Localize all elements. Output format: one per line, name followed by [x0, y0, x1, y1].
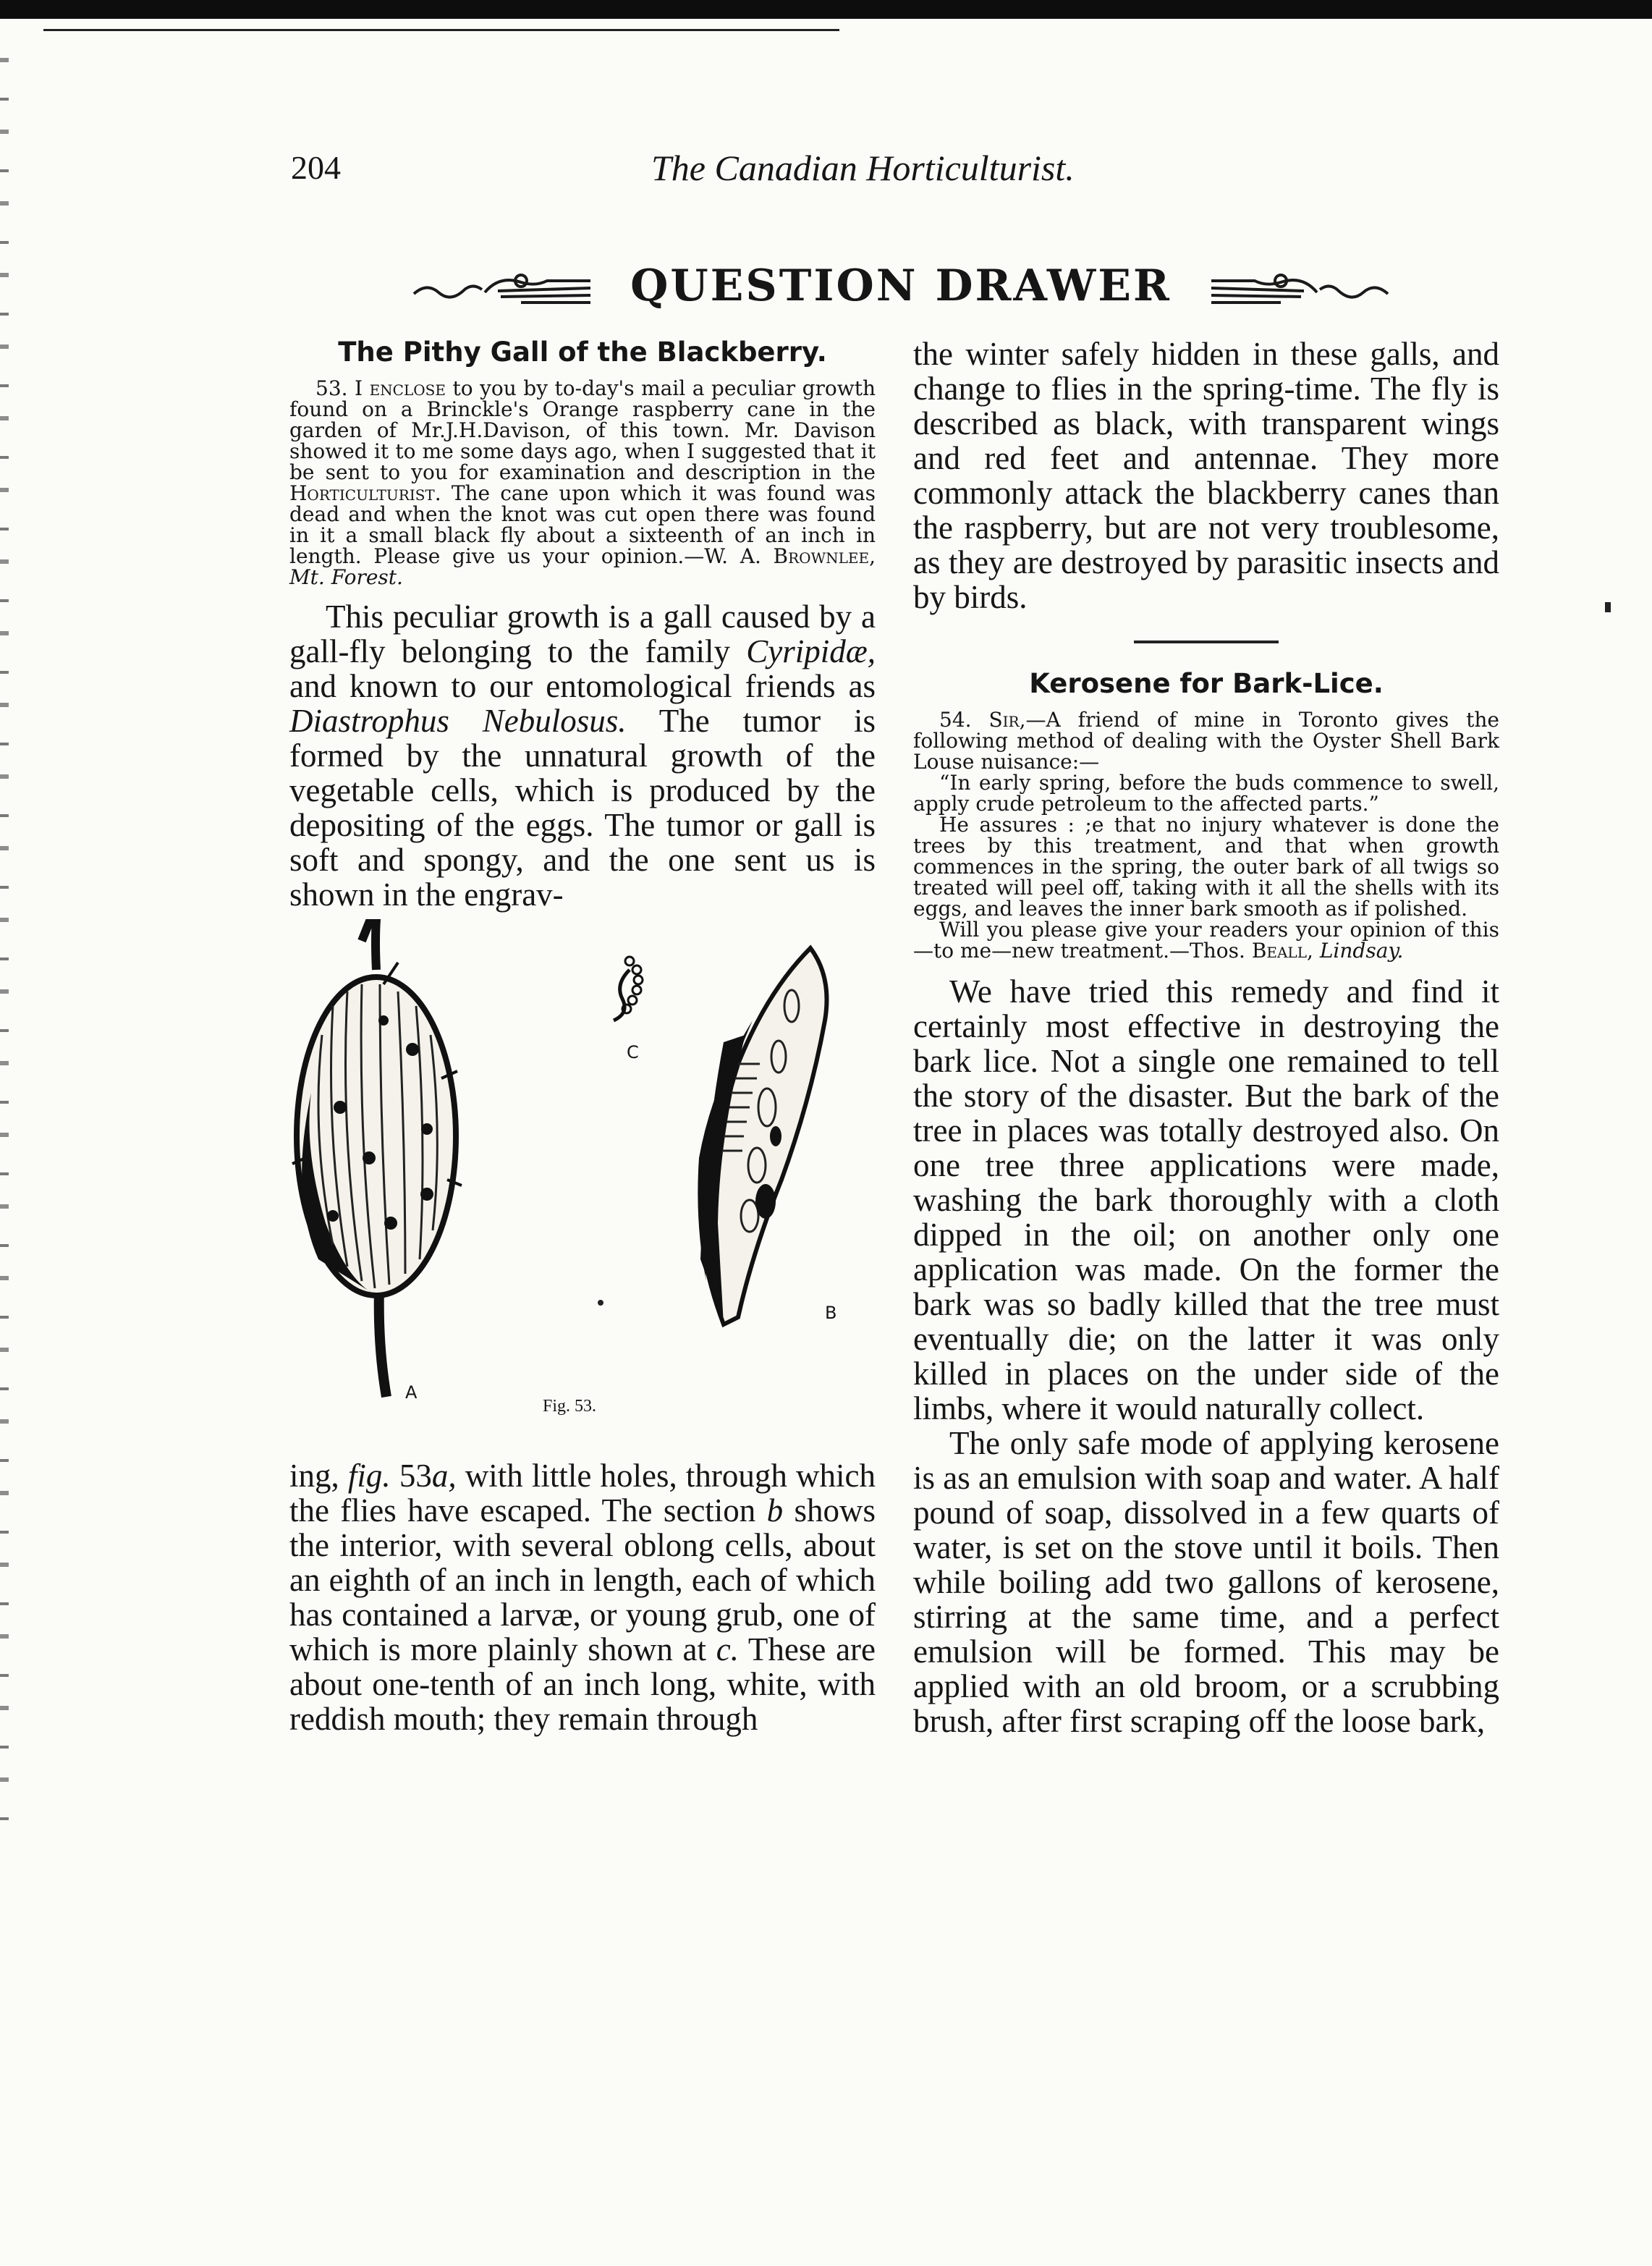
figure-label-a: A [405, 1382, 418, 1403]
q53-answer-continued: the winter safely hidden in these galls, and change to flies in the spring-time. The fly is described as black, with transparent wings and red feet and antennae. They more commonly attack the blackberry canes than the raspberry, but are not very troublesome, as they are destroyed by parasitic insects and by birds. [913, 336, 1499, 615]
figure-label-b: B [825, 1303, 837, 1323]
q54-intro: —A friend of mine in Toronto gives the following method of dealing with the Oyster Shell Bark Louse nuisance:— [913, 708, 1500, 774]
margin-speck [1605, 602, 1611, 612]
figure-label-c: C [627, 1042, 639, 1062]
top-thin-rule [43, 29, 839, 31]
left-column [289, 337, 876, 1736]
q53-p2-fignum: 53 [399, 1458, 432, 1494]
gall-engraving [289, 919, 876, 1429]
q53-letter [289, 378, 876, 588]
q53-answer-paragraph-1 [289, 599, 876, 912]
q53-letter-body: to you by to-day's mail a peculiar growth found on a Brinckle's Orange raspberry cane in the garden of Mr.J.H.Davison, of this town. Mr. Davison showed it to me some days ago, when I suggested that it be sent to you for examination and description in the [289, 376, 876, 484]
q54-letter-intro [913, 709, 1499, 772]
q53-location: Mt. Forest. [289, 565, 403, 589]
larva-c-illustration [614, 957, 643, 1020]
page-edge-scan-marks [0, 29, 9, 1838]
q53-answer-text-a: This peculiar growth is a gall caused by a gall-fly belonging to the family [289, 599, 876, 669]
q53-p2-fig: fig. [347, 1458, 391, 1494]
journal-title: The Canadian Horticulturist. [651, 148, 1075, 188]
question-drawer-title: QUESTION DRAWER [630, 261, 1172, 311]
q54-location: Lindsay. [1319, 939, 1404, 963]
section-b-illustration [698, 948, 826, 1324]
q53-letter-magazine: Horticulturist. [289, 481, 441, 505]
figure-caption: Fig. 53. [543, 1397, 597, 1416]
page-number: 204 [291, 149, 341, 186]
top-border-rule [0, 0, 1652, 19]
q54-heading: Kerosene for Bark-Lice. [1029, 668, 1384, 699]
q54-number: 54. [939, 708, 972, 732]
q54-assures: He assures : ;e that no injury whatever is done the trees by this treatment, and that when growth commences in the spring, the outer bark of all twigs so treated will peel off, taking with it all the shells with its eggs, and leaves the inner bark smooth as if polished. [913, 813, 1499, 921]
q53-answer-family: Cyripidæ, [746, 633, 876, 669]
q54-salutation: Sir, [988, 708, 1026, 732]
q53-p2-letter-a: a, [431, 1458, 457, 1494]
q53-signature: Brownlee, [773, 544, 876, 568]
q53-p2-text-e: These are about one-tenth of an inch long, white, with reddish mouth; they remain through [289, 1631, 876, 1737]
q53-p2-text-d: shows the interior, with several oblong cells, about an eighth of an inch in length, each of which has contained a larvæ, or young grub, one of which is more plainly shown at [289, 1492, 876, 1667]
figure-53 [289, 919, 876, 1429]
q53-p2-letter-b: b [766, 1492, 784, 1529]
q53-enclose: I enclose [355, 376, 446, 400]
right-flourish-ornament [1208, 272, 1389, 308]
q54-answer-paragraph-1: We have tried this remedy and find it certainly most effective in destroying the bark lice. Not a single one remained to tell the story of the disaster. But the bark of the tree in places was totally destroyed also. On one tree three applications were made, washing the bark thoroughly with a cloth dipped in the oil; on another only one application was made. On the former the bark was so badly killed that the tree must eventually die; on the latter it was only killed in places on the under side of the limbs, where it would naturally collect. [913, 973, 1499, 1426]
q53-answer-paragraph-2 [289, 1458, 876, 1736]
q54-signature: Beall, [1251, 939, 1313, 963]
q53-letter-body-2: The cane upon which it was found was dead and when the knot was cut open there was found in it a small black fly about a sixteenth of an inch in length. Please give us your opinion.—W. A. [289, 481, 876, 568]
section-divider [1134, 641, 1279, 643]
right-column [913, 337, 1499, 1738]
q53-p2-letter-c: c. [716, 1631, 739, 1667]
q53-number: 53. [315, 376, 348, 400]
q53-answer-text-c: The tumor is formed by the unnatural growth of the vegetable cells, which is produced by the depositing of the eggs. The tumor or gall is soft and spongy, and the one sent us is shown in the engrav- [289, 703, 876, 913]
q54-answer-paragraph-2: The only safe mode of applying kerosene is as an emulsion with soap and water. A half pound of soap, dissolved in a few quarts of water, is set on the stove until it boils. Then while boiling add two gallons of kerosene, stirring at the same time, and a perfect emulsion will be formed. This may be applied with an old broom, or a scrubbing brush, after first scraping off the loose bark, [913, 1425, 1499, 1739]
q54-closing [913, 919, 1499, 961]
q53-p2-text-c: with little holes, through which the flies have escaped. The section [289, 1458, 876, 1529]
q53-answer-species: Diastrophus Nebulosus. [289, 703, 627, 739]
q53-p2-text-a: ing, [289, 1458, 339, 1494]
gall-a-illustration [292, 919, 462, 1397]
section-masthead [412, 261, 1389, 318]
q54-closing-text: Will you please give your readers your opinion of this—to me—new treatment.—Thos. [913, 918, 1499, 963]
q53-heading: The Pithy Gall of the Blackberry. [338, 337, 827, 368]
left-flourish-ornament [412, 272, 593, 308]
q54-quote: “In early spring, before the buds commence to swell, apply crude petroleum to the affected parts.” [913, 771, 1499, 816]
q53-answer-text-b: and known to our entomological friends as [289, 668, 876, 704]
